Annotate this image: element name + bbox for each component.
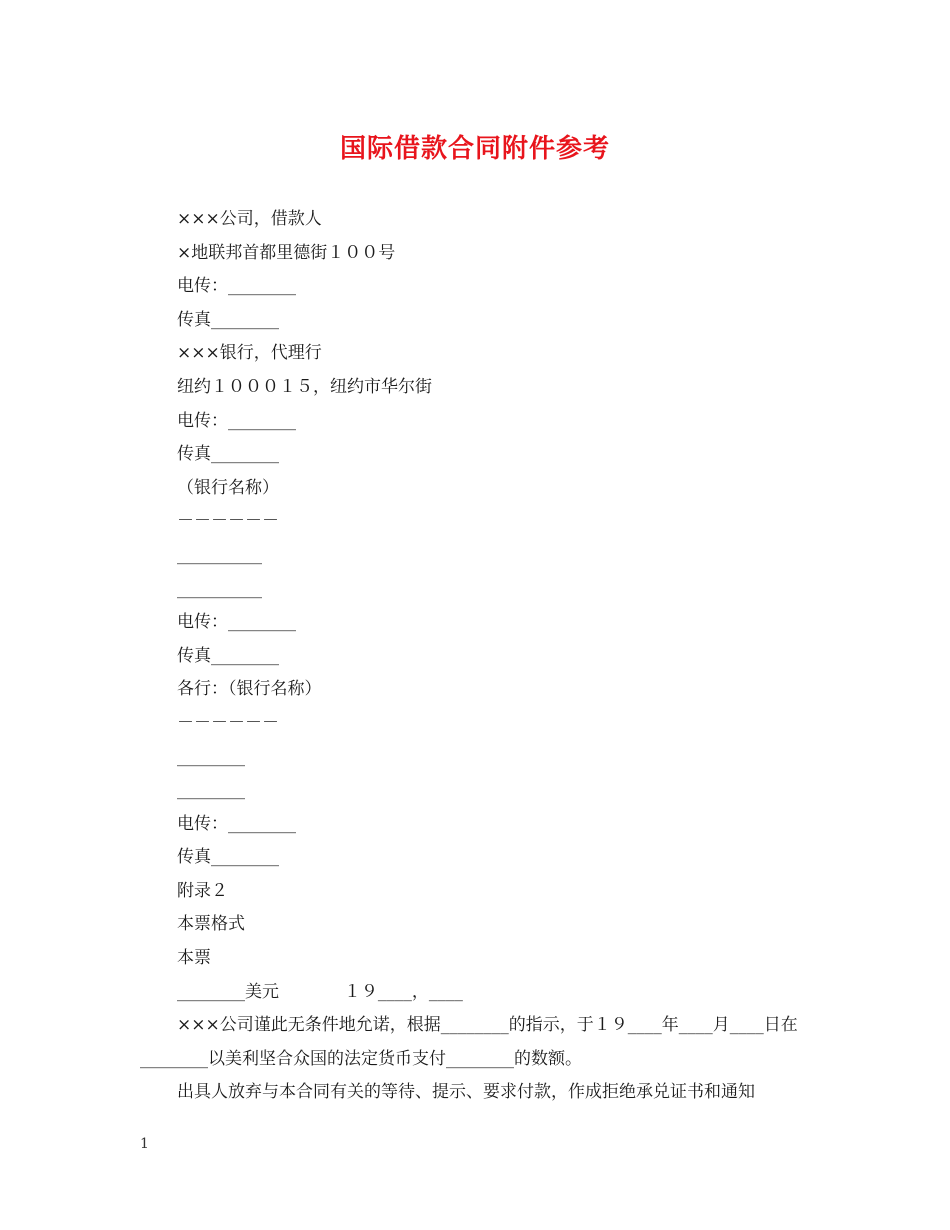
text-line: －－－－－－ [177,712,279,733]
text-line: ________ [177,780,245,801]
text-line: 传真________ [177,309,279,330]
text-line: 纽约１０００１５，纽约市华尔街 [177,376,432,397]
text-line: __________ [177,544,262,565]
text-line: 各行：（银行名称） [177,679,322,700]
promise-paragraph: ×××公司谨此无条件地允诺，根据________的指示，于１９____年____月____日在________以美利坚合众国的法定货币支付________的数额。 [140,1015,798,1069]
text-line: 传真________ [177,444,279,465]
section-heading: 本票 [177,948,211,969]
text-line: ×地联邦首都里德街１００号 [177,242,396,263]
text-line: 电传：________ [177,612,296,633]
waiver-paragraph: 出具人放弃与本合同有关的等待、提示、要求付款，作成拒绝承兑证书和通知 [177,1082,755,1102]
text-line: ×××公司，借款人 [177,209,322,229]
text-line: __________ [177,578,262,599]
text-line: 传真________ [177,645,279,666]
section-heading: 本票格式 [177,914,245,935]
text-line: 传真________ [177,847,279,868]
document-title: 国际借款合同附件参考 [339,134,610,164]
text-line: ________ [177,746,245,767]
text-line: （银行名称） [177,477,279,498]
appendix-heading: 附录２ [177,880,228,901]
text-line: ×××银行，代理行 [177,343,322,364]
address-block [177,203,817,1009]
text-line: 电传：________ [177,813,296,834]
page-number: 1 [140,1136,149,1152]
text-line: －－－－－－ [177,511,279,532]
amount-date-line: ________美元 １９____，____ [177,981,463,1002]
text-line: 电传：________ [177,276,296,297]
text-line: 电传：________ [177,410,296,431]
